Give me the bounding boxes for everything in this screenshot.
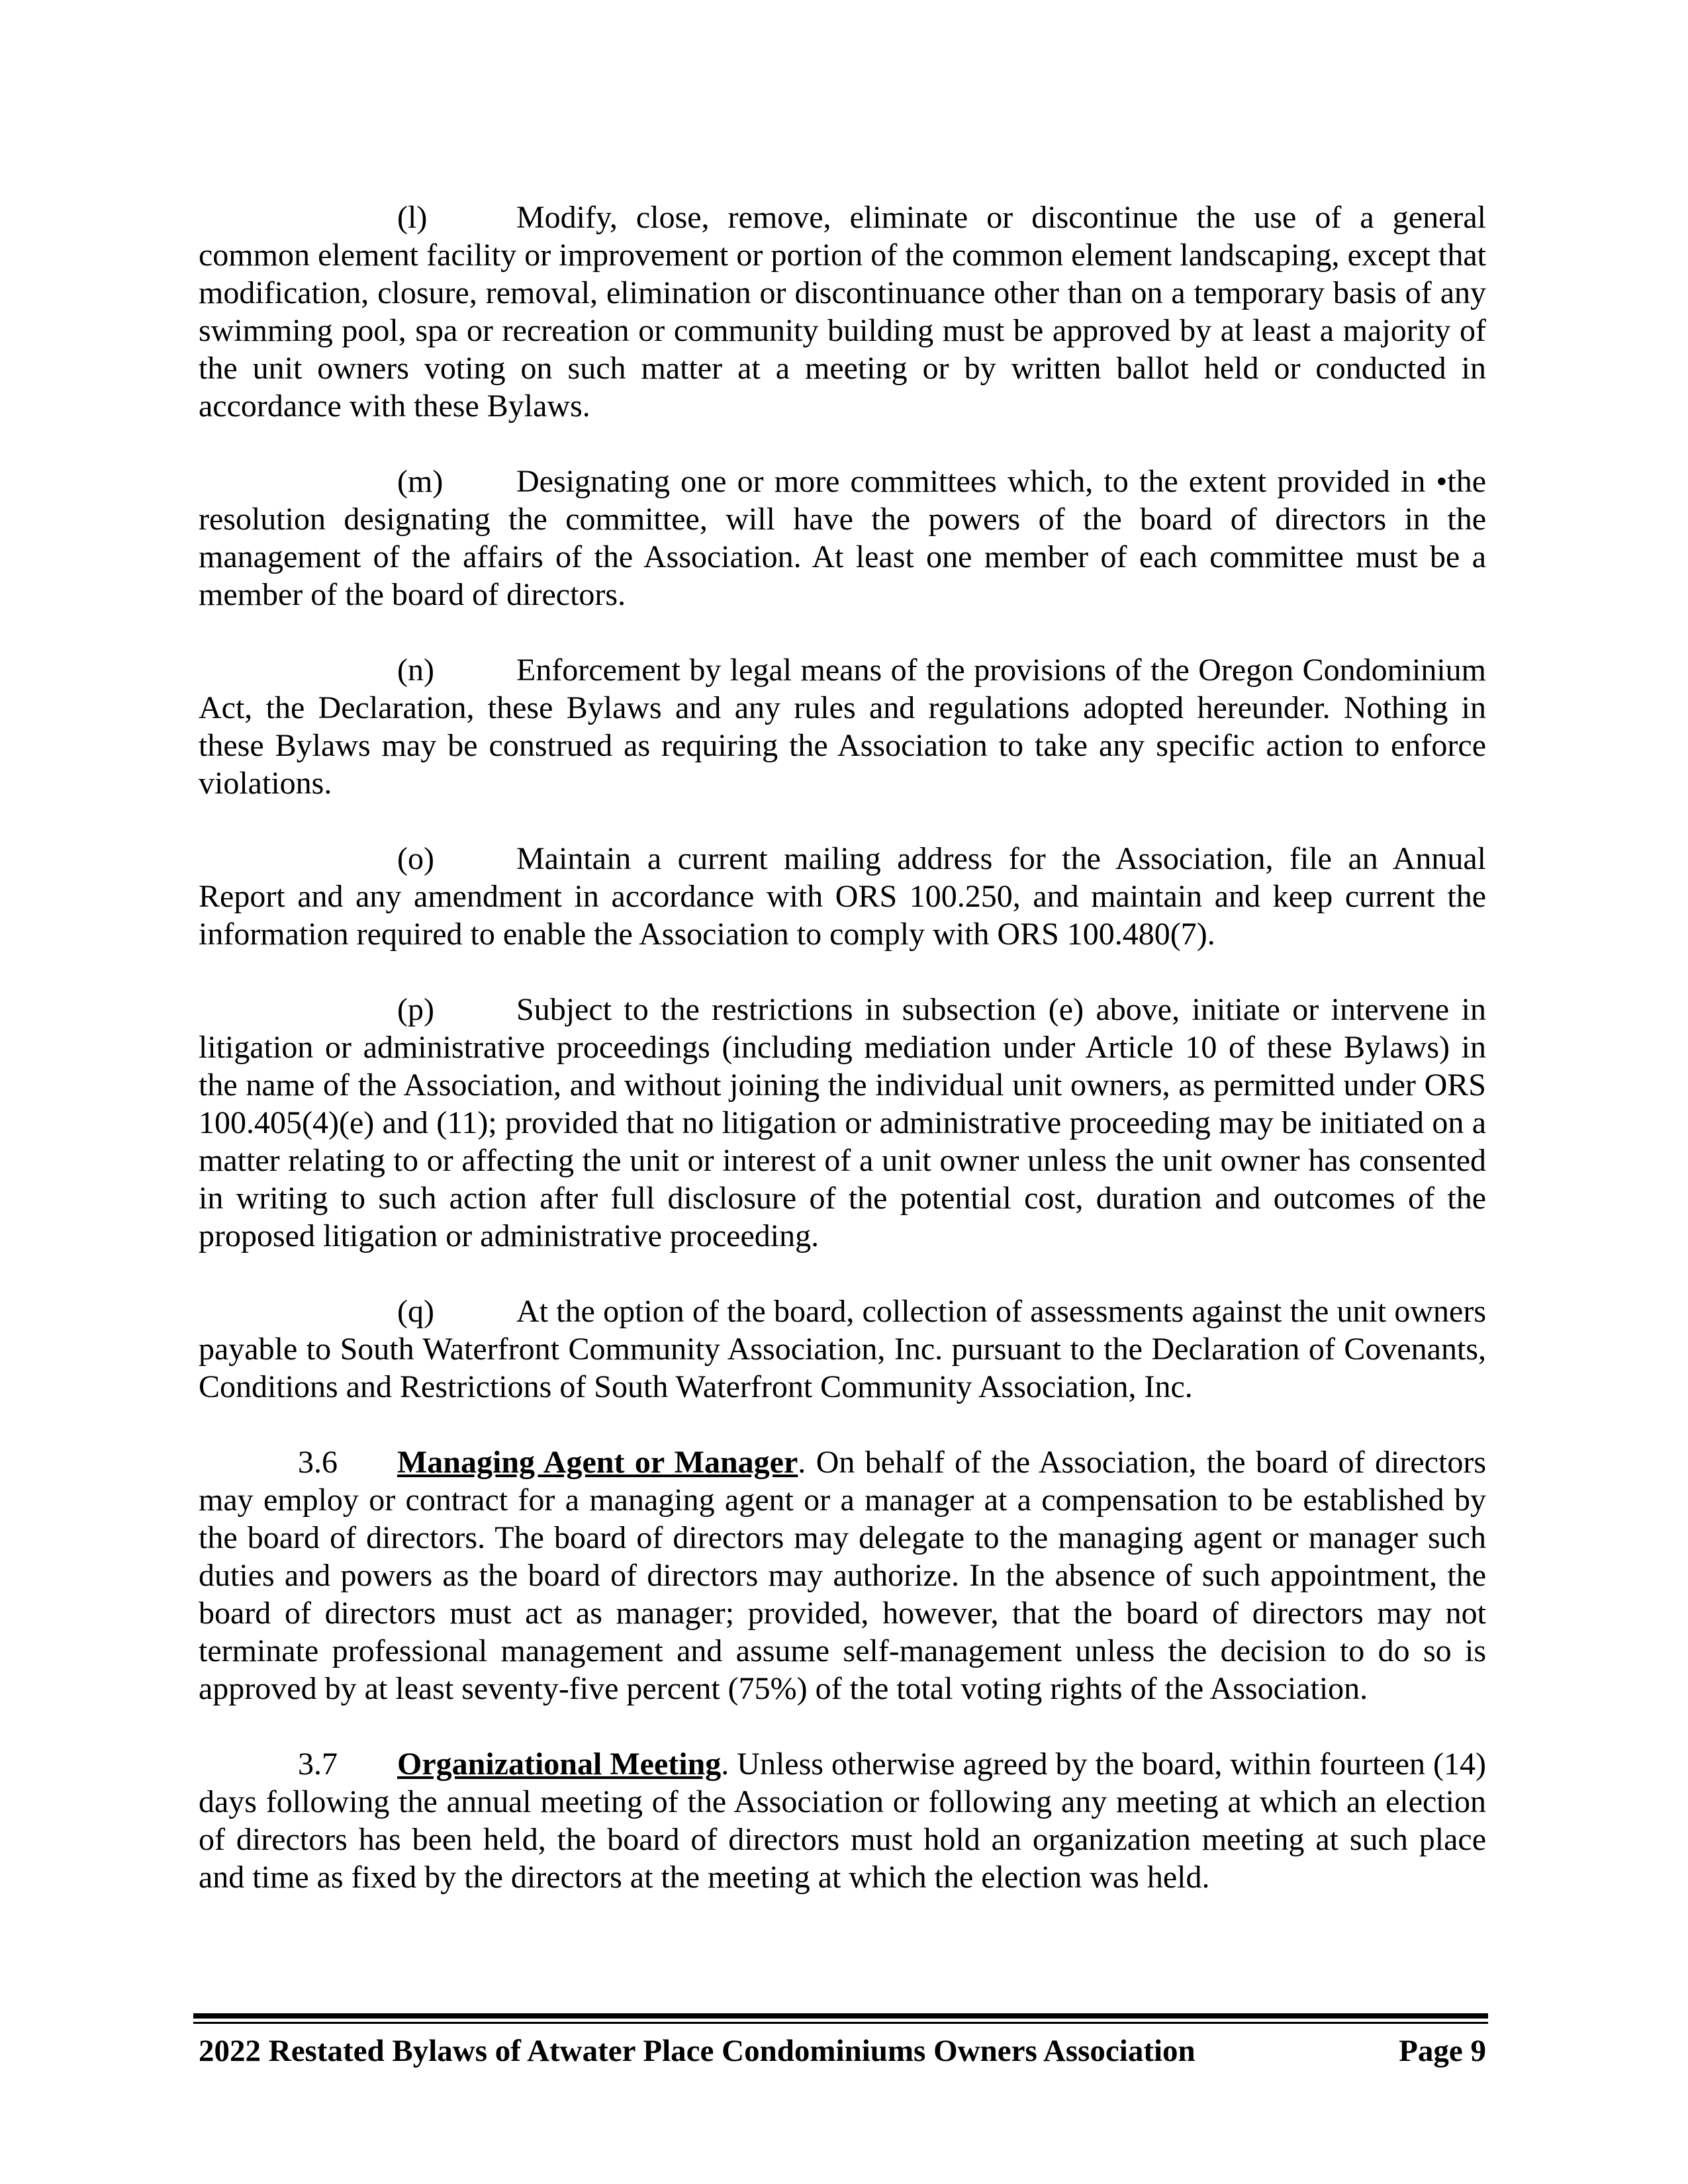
subsection-number: (n) xyxy=(397,653,434,688)
subsection-number: (m) xyxy=(397,464,444,499)
subsection-number: (o) xyxy=(397,841,434,876)
subsection-text: Enforcement by legal means of the provisions of the Oregon Condominium Act, the Declaration, these Bylaws and any rules and regulations adopted hereunder. Nothing in these Bylaws may be construed as requiring the Association to take any specific action to enforce violations. xyxy=(199,653,1486,801)
footer-title: 2022 Restated Bylaws of Atwater Place Condominiums Owners Association xyxy=(199,2034,1196,2068)
subsection-text: At the option of the board, collection of assessments against the unit owners payable to South Waterfront Community Association, Inc. pursuant to the Declaration of Covenants, Conditions and Restrictions of South Waterfront Community Association, Inc. xyxy=(199,1294,1486,1404)
subsection-text: Modify, close, remove, eliminate or discontinue the use of a general common element facility or improvement or portion of the common element landscaping, except that modification, closure, removal, elimination or discontinuance other than on a temporary basis of any swimming pool, spa or recreation or community building must be approved by at least a majority of the unit owners voting on such matter at a meeting or by written ballot held or conducted in accordance with these Bylaws. xyxy=(199,200,1486,424)
subsection-o xyxy=(199,840,1486,953)
document-body xyxy=(199,199,1486,1934)
subsection-l xyxy=(199,199,1486,425)
subsection-text: Subject to the restrictions in subsection (e) above, initiate or intervene in litigation or administrative proceedings (including mediation under Article 10 of these Bylaws) in the name of the Association, and without joining the individual unit owners, as permitted under ORS 100.405(4)(e) and (11); provided that no litigation or administrative proceeding may be initiated on a matter relating to or affecting the unit or interest of a unit owner unless the unit owner has consented in writing to such action after full disclosure of the potential cost, duration and outcomes of the proposed litigation or administrative proceeding. xyxy=(199,992,1486,1253)
footer-rule-thin xyxy=(193,2022,1488,2024)
subsection-number: (p) xyxy=(397,992,434,1027)
section-3-6 xyxy=(199,1443,1486,1707)
section-heading: Organizational Meeting xyxy=(397,1747,722,1782)
subsection-n xyxy=(199,651,1486,802)
section-3-7 xyxy=(199,1745,1486,1896)
subsection-number: (q) xyxy=(397,1294,434,1329)
section-heading: Managing Agent or Manager xyxy=(397,1445,798,1480)
section-number: 3.7 xyxy=(298,1747,338,1782)
section-text: . Unless otherwise agreed by the board, within fourteen (14) days following the annual meeting of the Association or following any meeting at which an election of directors has been held, the board of directors must hold an organization meeting at such place and time as fixed by the directors at the meeting at which the election was held. xyxy=(199,1747,1486,1895)
subsection-text: Designating one or more committees which, to the extent provided in •the resolution designating the committee, will have the powers of the board of directors in the management of the affairs of the Association. At least one member of each committee must be a member of the board of directors. xyxy=(199,464,1486,612)
subsection-p xyxy=(199,991,1486,1255)
subsection-number: (l) xyxy=(397,200,428,235)
page-footer xyxy=(199,2033,1486,2069)
page-number: Page 9 xyxy=(1399,2034,1486,2068)
subsection-text: Maintain a current mailing address for the Association, file an Annual Report and any amendment in accordance with ORS 100.250, and maintain and keep current the information required to enable the Association to comply with ORS 100.480(7). xyxy=(199,841,1486,952)
section-text: . On behalf of the Association, the board of directors may employ or contract for a managing agent or a manager at a compensation to be established by the board of directors. The board of directors may delegate to the managing agent or manager such duties and powers as the board of directors may authorize. In the absence of such appointment, the board of directors must act as manager; provided, however, that the board of directors may not terminate professional management and assume self-management unless the decision to do so is approved by at least seventy-five percent (75%) of the total voting rights of the Association. xyxy=(199,1445,1486,1706)
subsection-m xyxy=(199,463,1486,614)
section-number: 3.6 xyxy=(298,1445,338,1480)
footer-rule xyxy=(193,2013,1488,2019)
subsection-q xyxy=(199,1293,1486,1406)
